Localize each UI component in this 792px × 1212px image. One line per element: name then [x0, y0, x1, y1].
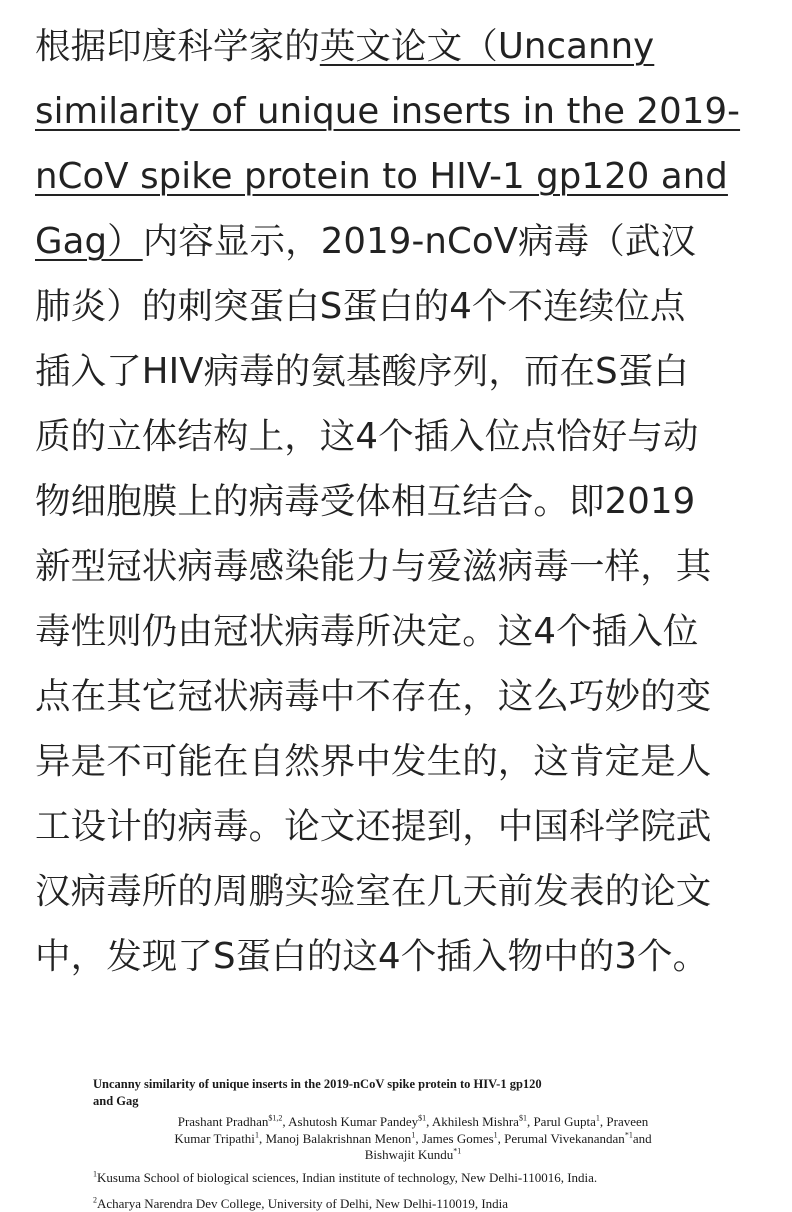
- paper-title-line-2: and Gag: [93, 1094, 139, 1108]
- article-text: 新型冠状病毒感染能力与爱滋病毒一样，其: [35, 546, 712, 587]
- affiliation-text: Kusuma School of biological sciences, Indian institute of technology, New Delhi-110016, India.: [97, 1170, 598, 1185]
- article-text: 中，发现了S蛋白的这4个插入物中的3个。: [35, 936, 709, 977]
- affiliation-sup: 1: [93, 1169, 97, 1179]
- paper-link[interactable]: nCoV spike protein to HIV-1 gp120 and: [35, 156, 728, 197]
- article-line: [35, 339, 761, 404]
- paper-link[interactable]: Gag）: [35, 221, 143, 262]
- article-line: [35, 859, 761, 924]
- article-line: [35, 729, 761, 794]
- affiliation-text: Acharya Narendra Dev College, University of Delhi, New Delhi-110019, India: [97, 1196, 509, 1211]
- article-text: 异是不可能在自然界中发生的，这肯定是人: [35, 741, 712, 782]
- author-name: , Akhilesh Mishra: [426, 1114, 519, 1129]
- author-sup: 1: [254, 1130, 259, 1140]
- article-line: [35, 469, 761, 534]
- author-sup: 1: [493, 1130, 498, 1140]
- article-text: 插入了HIV病毒的氨基酸序列，而在S蛋白: [35, 351, 689, 392]
- authors-line-1: [93, 1114, 733, 1131]
- article-body: [35, 14, 761, 989]
- affiliation-2: [93, 1196, 508, 1212]
- author-name: , Manoj Balakrishnan Menon: [258, 1130, 412, 1146]
- article-text: 点在其它冠状病毒中不存在，这么巧妙的变: [35, 676, 712, 717]
- author-sup: *1: [624, 1130, 633, 1140]
- article-line: [35, 79, 761, 144]
- paper-link[interactable]: similarity of unique inserts in the 2019-: [35, 91, 741, 132]
- authors-line-3: [93, 1147, 733, 1164]
- author-name: , Ashutosh Kumar Pandey: [282, 1114, 419, 1129]
- article-text: 内容显示，2019-nCoV病毒（武汉: [142, 221, 697, 262]
- author-name: and: [632, 1130, 652, 1146]
- paper-title-line-1: Uncanny similarity of unique inserts in the 2019-nCoV spike protein to HIV-1 gp120: [93, 1077, 542, 1091]
- article-line: [35, 404, 761, 469]
- author-sup: $1,2: [268, 1113, 283, 1123]
- article-line: [35, 274, 761, 339]
- author-sup: 1: [595, 1113, 600, 1123]
- paper-title: [93, 1076, 733, 1110]
- article-line: [35, 924, 761, 989]
- authors-line-2: [93, 1131, 733, 1148]
- article-line: [35, 599, 761, 664]
- author-sup: $1: [418, 1113, 427, 1123]
- author-name: Kumar Tripathi: [174, 1130, 255, 1146]
- article-text: 根据印度科学家的: [35, 26, 320, 67]
- article-text: 工设计的病毒。论文还提到，中国科学院武: [35, 806, 712, 847]
- article-line: [35, 664, 761, 729]
- affiliation-sup: 2: [93, 1195, 97, 1205]
- paper-authors: [93, 1114, 733, 1164]
- author-sup: 1: [411, 1130, 416, 1140]
- article-line: [35, 794, 761, 859]
- author-sup: *1: [453, 1146, 462, 1156]
- article-text: 肺炎）的刺突蛋白S蛋白的4个不连续位点: [35, 286, 686, 327]
- article-text: 物细胞膜上的病毒受体相互结合。即2019: [35, 481, 696, 522]
- article-line: [35, 209, 761, 274]
- paper-link[interactable]: 英文论文（Uncanny: [319, 26, 655, 67]
- article-text: 汉病毒所的周鹏实验室在几天前发表的论文: [35, 871, 712, 912]
- affiliation-1: [93, 1170, 597, 1186]
- author-name: , Perumal Vivekanandan: [497, 1130, 625, 1146]
- author-name: Prashant Pradhan: [177, 1114, 269, 1129]
- article-line: [35, 534, 761, 599]
- author-name: Bishwajit Kundu: [364, 1147, 454, 1162]
- author-name: , Parul Gupta: [526, 1114, 596, 1129]
- article-line: [35, 14, 761, 79]
- author-sup: $1: [518, 1113, 527, 1123]
- article-text: 质的立体结构上，这4个插入位点恰好与动: [35, 416, 699, 457]
- article-line: [35, 144, 761, 209]
- author-name: , James Gomes: [415, 1130, 494, 1146]
- author-name: , Praveen: [599, 1114, 649, 1129]
- article-text: 毒性则仍由冠状病毒所决定。这4个插入位: [35, 611, 699, 652]
